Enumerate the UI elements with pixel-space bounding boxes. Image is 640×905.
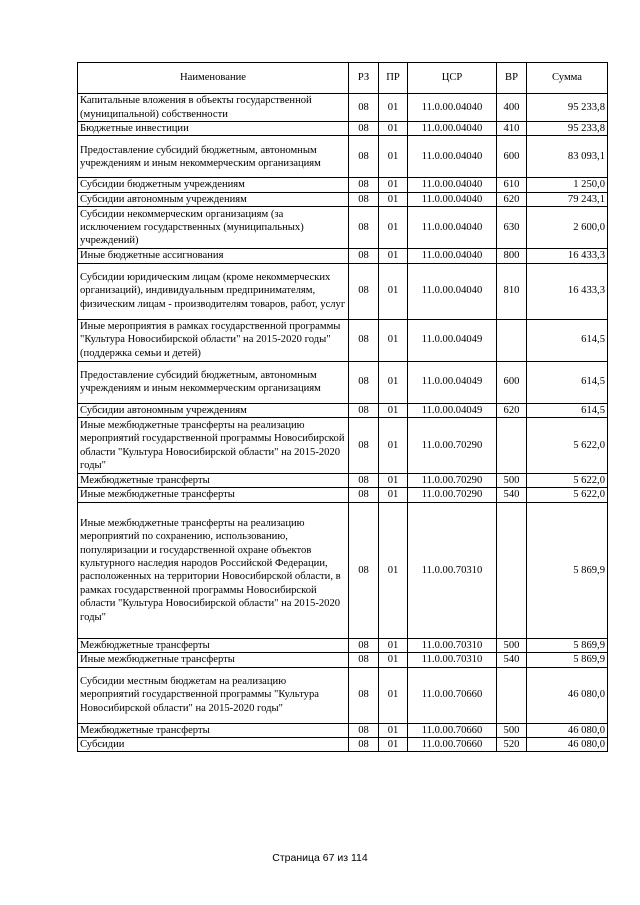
table-row (78, 192, 608, 206)
cell-pr: 01 (379, 738, 408, 752)
header-row (78, 63, 608, 94)
cell-rz: 08 (349, 263, 379, 319)
table-row (78, 122, 608, 136)
cell-rz: 08 (349, 249, 379, 263)
cell-sum: 5 869,9 (527, 653, 608, 667)
cell-sum: 614,5 (527, 319, 608, 361)
cell-sum: 5 622,0 (527, 488, 608, 502)
cell-sum: 1 250,0 (527, 178, 608, 192)
cell-pr: 01 (379, 723, 408, 737)
cell-rz: 08 (349, 122, 379, 136)
cell-vr: 500 (497, 638, 527, 652)
table-row (78, 488, 608, 502)
table-row (78, 178, 608, 192)
cell-vr: 540 (497, 488, 527, 502)
cell-vr (497, 319, 527, 361)
cell-name: Иные мероприятия в рамках государственной программы "Культура Новосибирской области" на 2015-2020 годы"(поддержка семьи и детей) (78, 319, 349, 361)
cell-name: Межбюджетные трансферты (78, 474, 349, 488)
table-row (78, 653, 608, 667)
cell-pr: 01 (379, 319, 408, 361)
header-csr: ЦСР (408, 63, 497, 94)
cell-pr: 01 (379, 667, 408, 723)
cell-csr: 11.0.00.04049 (408, 361, 497, 403)
cell-csr: 11.0.00.04040 (408, 207, 497, 249)
cell-csr: 11.0.00.04049 (408, 403, 497, 417)
table-row (78, 136, 608, 178)
cell-csr: 11.0.00.04040 (408, 136, 497, 178)
cell-pr: 01 (379, 403, 408, 417)
cell-csr: 11.0.00.04040 (408, 263, 497, 319)
table-row (78, 738, 608, 752)
cell-rz: 08 (349, 502, 379, 638)
cell-sum: 95 233,8 (527, 94, 608, 122)
cell-rz: 08 (349, 192, 379, 206)
cell-pr: 01 (379, 207, 408, 249)
cell-vr (497, 502, 527, 638)
cell-sum: 46 080,0 (527, 723, 608, 737)
header-pr: ПР (379, 63, 408, 94)
cell-csr: 11.0.00.70310 (408, 653, 497, 667)
cell-pr: 01 (379, 136, 408, 178)
cell-vr: 600 (497, 361, 527, 403)
cell-vr: 600 (497, 136, 527, 178)
table-row (78, 474, 608, 488)
table-row (78, 361, 608, 403)
cell-name: Иные бюджетные ассигнования (78, 249, 349, 263)
cell-name: Субсидии бюджетным учреждениям (78, 178, 349, 192)
cell-rz: 08 (349, 361, 379, 403)
cell-vr (497, 667, 527, 723)
cell-pr: 01 (379, 474, 408, 488)
cell-rz: 08 (349, 319, 379, 361)
cell-csr: 11.0.00.04040 (408, 192, 497, 206)
cell-sum: 5 622,0 (527, 418, 608, 474)
cell-vr: 610 (497, 178, 527, 192)
cell-vr: 810 (497, 263, 527, 319)
cell-sum: 614,5 (527, 361, 608, 403)
cell-csr: 11.0.00.70660 (408, 667, 497, 723)
cell-name: Иные межбюджетные трансферты (78, 653, 349, 667)
cell-csr: 11.0.00.70310 (408, 638, 497, 652)
cell-csr: 11.0.00.70290 (408, 474, 497, 488)
table-body (78, 94, 608, 752)
cell-rz: 08 (349, 207, 379, 249)
table-row (78, 403, 608, 417)
cell-name: Субсидии автономным учреждениям (78, 192, 349, 206)
cell-pr: 01 (379, 488, 408, 502)
cell-vr: 620 (497, 403, 527, 417)
table-row (78, 207, 608, 249)
header-vr: ВР (497, 63, 527, 94)
cell-sum: 16 433,3 (527, 263, 608, 319)
header-name: Наименование (78, 63, 349, 94)
cell-pr: 01 (379, 178, 408, 192)
cell-csr: 11.0.00.04040 (408, 249, 497, 263)
cell-sum: 79 243,1 (527, 192, 608, 206)
cell-pr: 01 (379, 418, 408, 474)
cell-vr: 620 (497, 192, 527, 206)
table-row (78, 319, 608, 361)
cell-vr: 800 (497, 249, 527, 263)
cell-rz: 08 (349, 638, 379, 652)
cell-name: Межбюджетные трансферты (78, 638, 349, 652)
cell-name: Иные межбюджетные трансферты (78, 488, 349, 502)
table-row (78, 667, 608, 723)
cell-sum: 5 622,0 (527, 474, 608, 488)
cell-csr: 11.0.00.70290 (408, 418, 497, 474)
header-sum: Сумма (527, 63, 608, 94)
cell-csr: 11.0.00.04040 (408, 178, 497, 192)
cell-rz: 08 (349, 178, 379, 192)
cell-pr: 01 (379, 263, 408, 319)
table-row (78, 249, 608, 263)
cell-vr: 400 (497, 94, 527, 122)
cell-rz: 08 (349, 474, 379, 488)
budget-table (77, 62, 608, 752)
cell-pr: 01 (379, 653, 408, 667)
cell-sum: 46 080,0 (527, 738, 608, 752)
cell-name: Капитальные вложения в объекты государственной (муниципальной) собственности (78, 94, 349, 122)
cell-csr: 11.0.00.04040 (408, 94, 497, 122)
cell-vr: 540 (497, 653, 527, 667)
cell-sum: 5 869,9 (527, 638, 608, 652)
cell-pr: 01 (379, 502, 408, 638)
table-row (78, 502, 608, 638)
cell-pr: 01 (379, 361, 408, 403)
cell-pr: 01 (379, 638, 408, 652)
cell-sum: 16 433,3 (527, 249, 608, 263)
cell-name: Субсидии местным бюджетам на реализацию мероприятий государственной программы "Культура Новосибирской области" на 2015-2020 годы" (78, 667, 349, 723)
cell-name: Межбюджетные трансферты (78, 723, 349, 737)
cell-csr: 11.0.00.70660 (408, 723, 497, 737)
cell-rz: 08 (349, 136, 379, 178)
cell-name: Иные межбюджетные трансферты на реализацию мероприятий государственной программы Новосибирской области "Культура Новосибирской области" на 2015-2020 годы" (78, 418, 349, 474)
cell-rz: 08 (349, 488, 379, 502)
cell-csr: 11.0.00.70660 (408, 738, 497, 752)
cell-vr: 520 (497, 738, 527, 752)
cell-sum: 5 869,9 (527, 502, 608, 638)
cell-vr: 410 (497, 122, 527, 136)
cell-name: Субсидии (78, 738, 349, 752)
cell-sum: 95 233,8 (527, 122, 608, 136)
cell-csr: 11.0.00.70310 (408, 502, 497, 638)
cell-vr: 500 (497, 474, 527, 488)
cell-pr: 01 (379, 122, 408, 136)
cell-pr: 01 (379, 192, 408, 206)
cell-pr: 01 (379, 94, 408, 122)
table-row (78, 723, 608, 737)
cell-vr: 630 (497, 207, 527, 249)
cell-pr: 01 (379, 249, 408, 263)
table-row (78, 638, 608, 652)
cell-rz: 08 (349, 403, 379, 417)
cell-sum: 83 093,1 (527, 136, 608, 178)
cell-rz: 08 (349, 667, 379, 723)
cell-name: Иные межбюджетные трансферты на реализацию мероприятий по сохранению, использованию, популяризации и государственной охране объектов культурного наследия народов Российской Федерации, расположенных на территории Новосибирской области, в рамках государственной программы Новосибирской области "Культура Новосибирской области" на 2015-2020 годы" (78, 502, 349, 638)
cell-name: Бюджетные инвестиции (78, 122, 349, 136)
cell-vr: 500 (497, 723, 527, 737)
cell-name: Субсидии некоммерческим организациям (за исключением государственных (муниципальных) учреждений) (78, 207, 349, 249)
cell-sum: 2 600,0 (527, 207, 608, 249)
table-row (78, 94, 608, 122)
cell-csr: 11.0.00.04049 (408, 319, 497, 361)
cell-csr: 11.0.00.70290 (408, 488, 497, 502)
cell-rz: 08 (349, 418, 379, 474)
header-rz: РЗ (349, 63, 379, 94)
table-header (78, 63, 608, 94)
cell-vr (497, 418, 527, 474)
cell-rz: 08 (349, 653, 379, 667)
table-row (78, 263, 608, 319)
cell-name: Предоставление субсидий бюджетным, автономным учреждениям и иным некоммерческим организациям (78, 361, 349, 403)
cell-name: Субсидии автономным учреждениям (78, 403, 349, 417)
cell-rz: 08 (349, 738, 379, 752)
cell-csr: 11.0.00.04040 (408, 122, 497, 136)
cell-name: Субсидии юридическим лицам (кроме некоммерческих организаций), индивидуальным предпринимателям, физическим лицам - производителям товаров, работ, услуг (78, 263, 349, 319)
cell-sum: 46 080,0 (527, 667, 608, 723)
cell-name: Предоставление субсидий бюджетным, автономным учреждениям и иным некоммерческим организациям (78, 136, 349, 178)
cell-rz: 08 (349, 723, 379, 737)
page-number: Страница 67 из 114 (272, 852, 368, 864)
table-row (78, 418, 608, 474)
cell-sum: 614,5 (527, 403, 608, 417)
cell-rz: 08 (349, 94, 379, 122)
